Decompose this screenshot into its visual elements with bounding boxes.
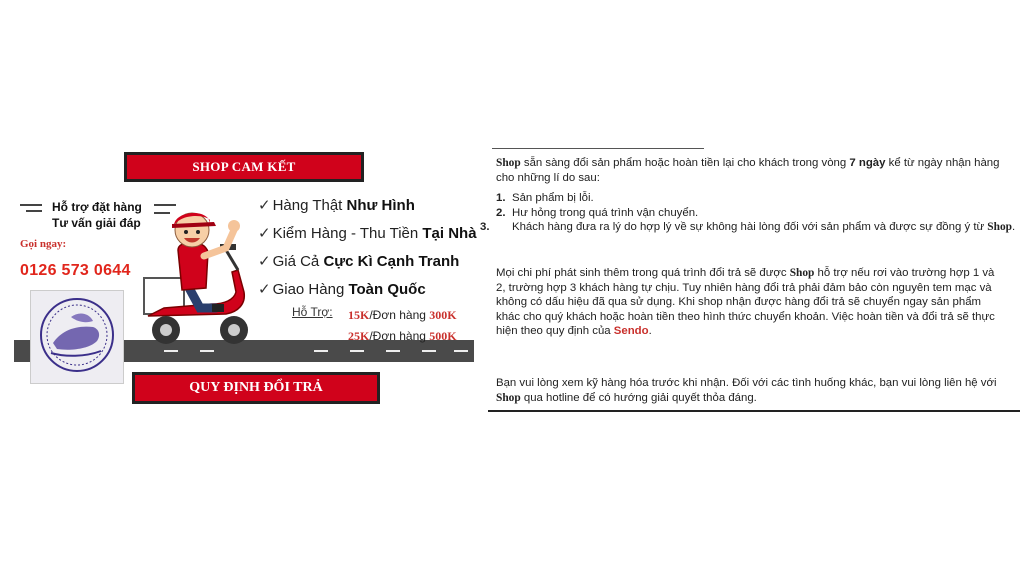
shop-name: Shop	[987, 221, 1012, 233]
feature-text: Kiểm Hàng - Thu Tiền	[272, 225, 423, 242]
shipping-fee: 15K	[348, 308, 370, 322]
feature-text: Hàng Thật	[272, 197, 347, 214]
list-item	[480, 220, 1017, 235]
feature-highlight: Tại Nhà	[422, 225, 477, 242]
order-minimum: 500K	[429, 329, 457, 343]
feature-text: Giá Cả	[272, 253, 324, 270]
policy-costs	[496, 266, 1006, 339]
feature-highlight: Toàn Quốc	[348, 281, 426, 298]
policy-text: hỗ trợ nếu rơi vào trường hợp 1 và 2, trường hợp 3 khách hàng tự chịu. Tuy nhiên hàng đổi trả phải đảm bảo còn nguyên tem mạc và không có dấu hiệu đã qua sử dụng. Khi shop nhận được hàng đổi trả sẽ chuyển ngay sản phẩm khác cho quý khách hoặc hoàn tiền theo hình thức chuyển khoản. Việc hoàn tiền và đổi trả sẽ thực hiện theo quy định của	[496, 267, 995, 337]
divider	[488, 410, 1020, 412]
policy-text: kể từ ngày nhận hàng cho những lí do sau:	[496, 157, 1000, 184]
support-order-text: Hỗ trợ đặt hàng	[52, 200, 142, 214]
list-number: 2.	[496, 206, 506, 219]
list-item	[496, 206, 1001, 221]
road-dash	[350, 350, 364, 352]
feature-real-goods	[258, 196, 415, 214]
order-minimum: 300K	[429, 308, 457, 322]
check-icon: ✓	[258, 197, 271, 214]
check-icon: ✓	[258, 225, 271, 242]
phone-number: 0126 573 0644	[20, 262, 131, 279]
policy-intro	[496, 156, 1006, 185]
shipping-price-line	[348, 308, 457, 323]
road-dash	[386, 350, 400, 352]
list-text: Sản phẩm bị lỗi.	[512, 192, 594, 204]
sendo-brand: Sendo	[613, 325, 649, 337]
delivery-scooter-icon	[134, 200, 262, 358]
road-dash	[422, 350, 436, 352]
policy-text: Mọi chi phí phát sinh thêm trong quá trình đổi trả sẽ được	[496, 267, 790, 279]
feature-nationwide	[258, 280, 426, 298]
feature-cod	[258, 224, 477, 242]
policy-text: .	[648, 325, 652, 337]
shipping-fee: 25K	[348, 329, 370, 343]
feature-text: Giao Hàng	[272, 281, 349, 298]
policy-text: sẵn sàng đổi sản phẩm hoặc hoàn tiền lại cho khách trong vòng	[520, 157, 850, 169]
list-number: 3.	[480, 221, 490, 233]
return-policy-banner: QUY ĐỊNH ĐỔI TRẢ	[132, 372, 380, 404]
return-reasons-list	[480, 191, 1017, 235]
shop-name: Shop	[789, 267, 815, 279]
stamp-seal-icon	[31, 291, 123, 383]
shop-name: Shop	[496, 391, 521, 404]
feature-highlight: Cực Kì Cạnh Tranh	[323, 253, 460, 270]
promo-banner	[14, 140, 477, 415]
price-text: /Đơn hàng	[369, 329, 430, 343]
policy-text: qua hotline để có hướng giải quyết thỏa đáng.	[520, 391, 757, 404]
shipping-support-label: Hỗ Trợ:	[292, 305, 333, 319]
price-text: /Đơn hàng	[369, 308, 430, 322]
speed-line-icon	[26, 210, 42, 212]
feature-price	[258, 252, 459, 270]
call-now-label: Gọi ngay:	[20, 238, 67, 250]
return-period: 7 ngày	[849, 157, 886, 169]
check-icon: ✓	[258, 253, 271, 270]
road-dash	[314, 350, 328, 352]
list-text: .	[1012, 221, 1016, 233]
policy-check-goods	[496, 376, 1006, 405]
list-text: Khách hàng đưa ra lý do hợp lý về sự không hài lòng đối với sản phẩm và được sự đồng ý từ	[512, 221, 988, 233]
shipping-price-line	[348, 329, 457, 344]
consult-text: Tư vấn giải đáp	[52, 216, 141, 230]
road-dash	[454, 350, 468, 352]
check-icon: ✓	[258, 281, 271, 298]
speed-line-icon	[20, 204, 42, 206]
divider	[492, 148, 704, 149]
list-item	[496, 191, 1001, 206]
shop-commit-banner: SHOP CAM KẾT	[124, 152, 364, 182]
return-policy-document	[480, 148, 1020, 414]
policy-text: Bạn vui lòng xem kỹ hàng hóa trước khi nhận. Đối với các tình huống khác, bạn vui lòng liên hệ với	[496, 377, 997, 389]
list-number: 1.	[496, 192, 506, 204]
list-text: Hư hỏng trong quá trình vận chuyển.	[512, 206, 699, 219]
shop-name: Shop	[496, 157, 521, 169]
shop-stamp	[30, 290, 124, 384]
feature-highlight: Như Hình	[346, 197, 415, 214]
